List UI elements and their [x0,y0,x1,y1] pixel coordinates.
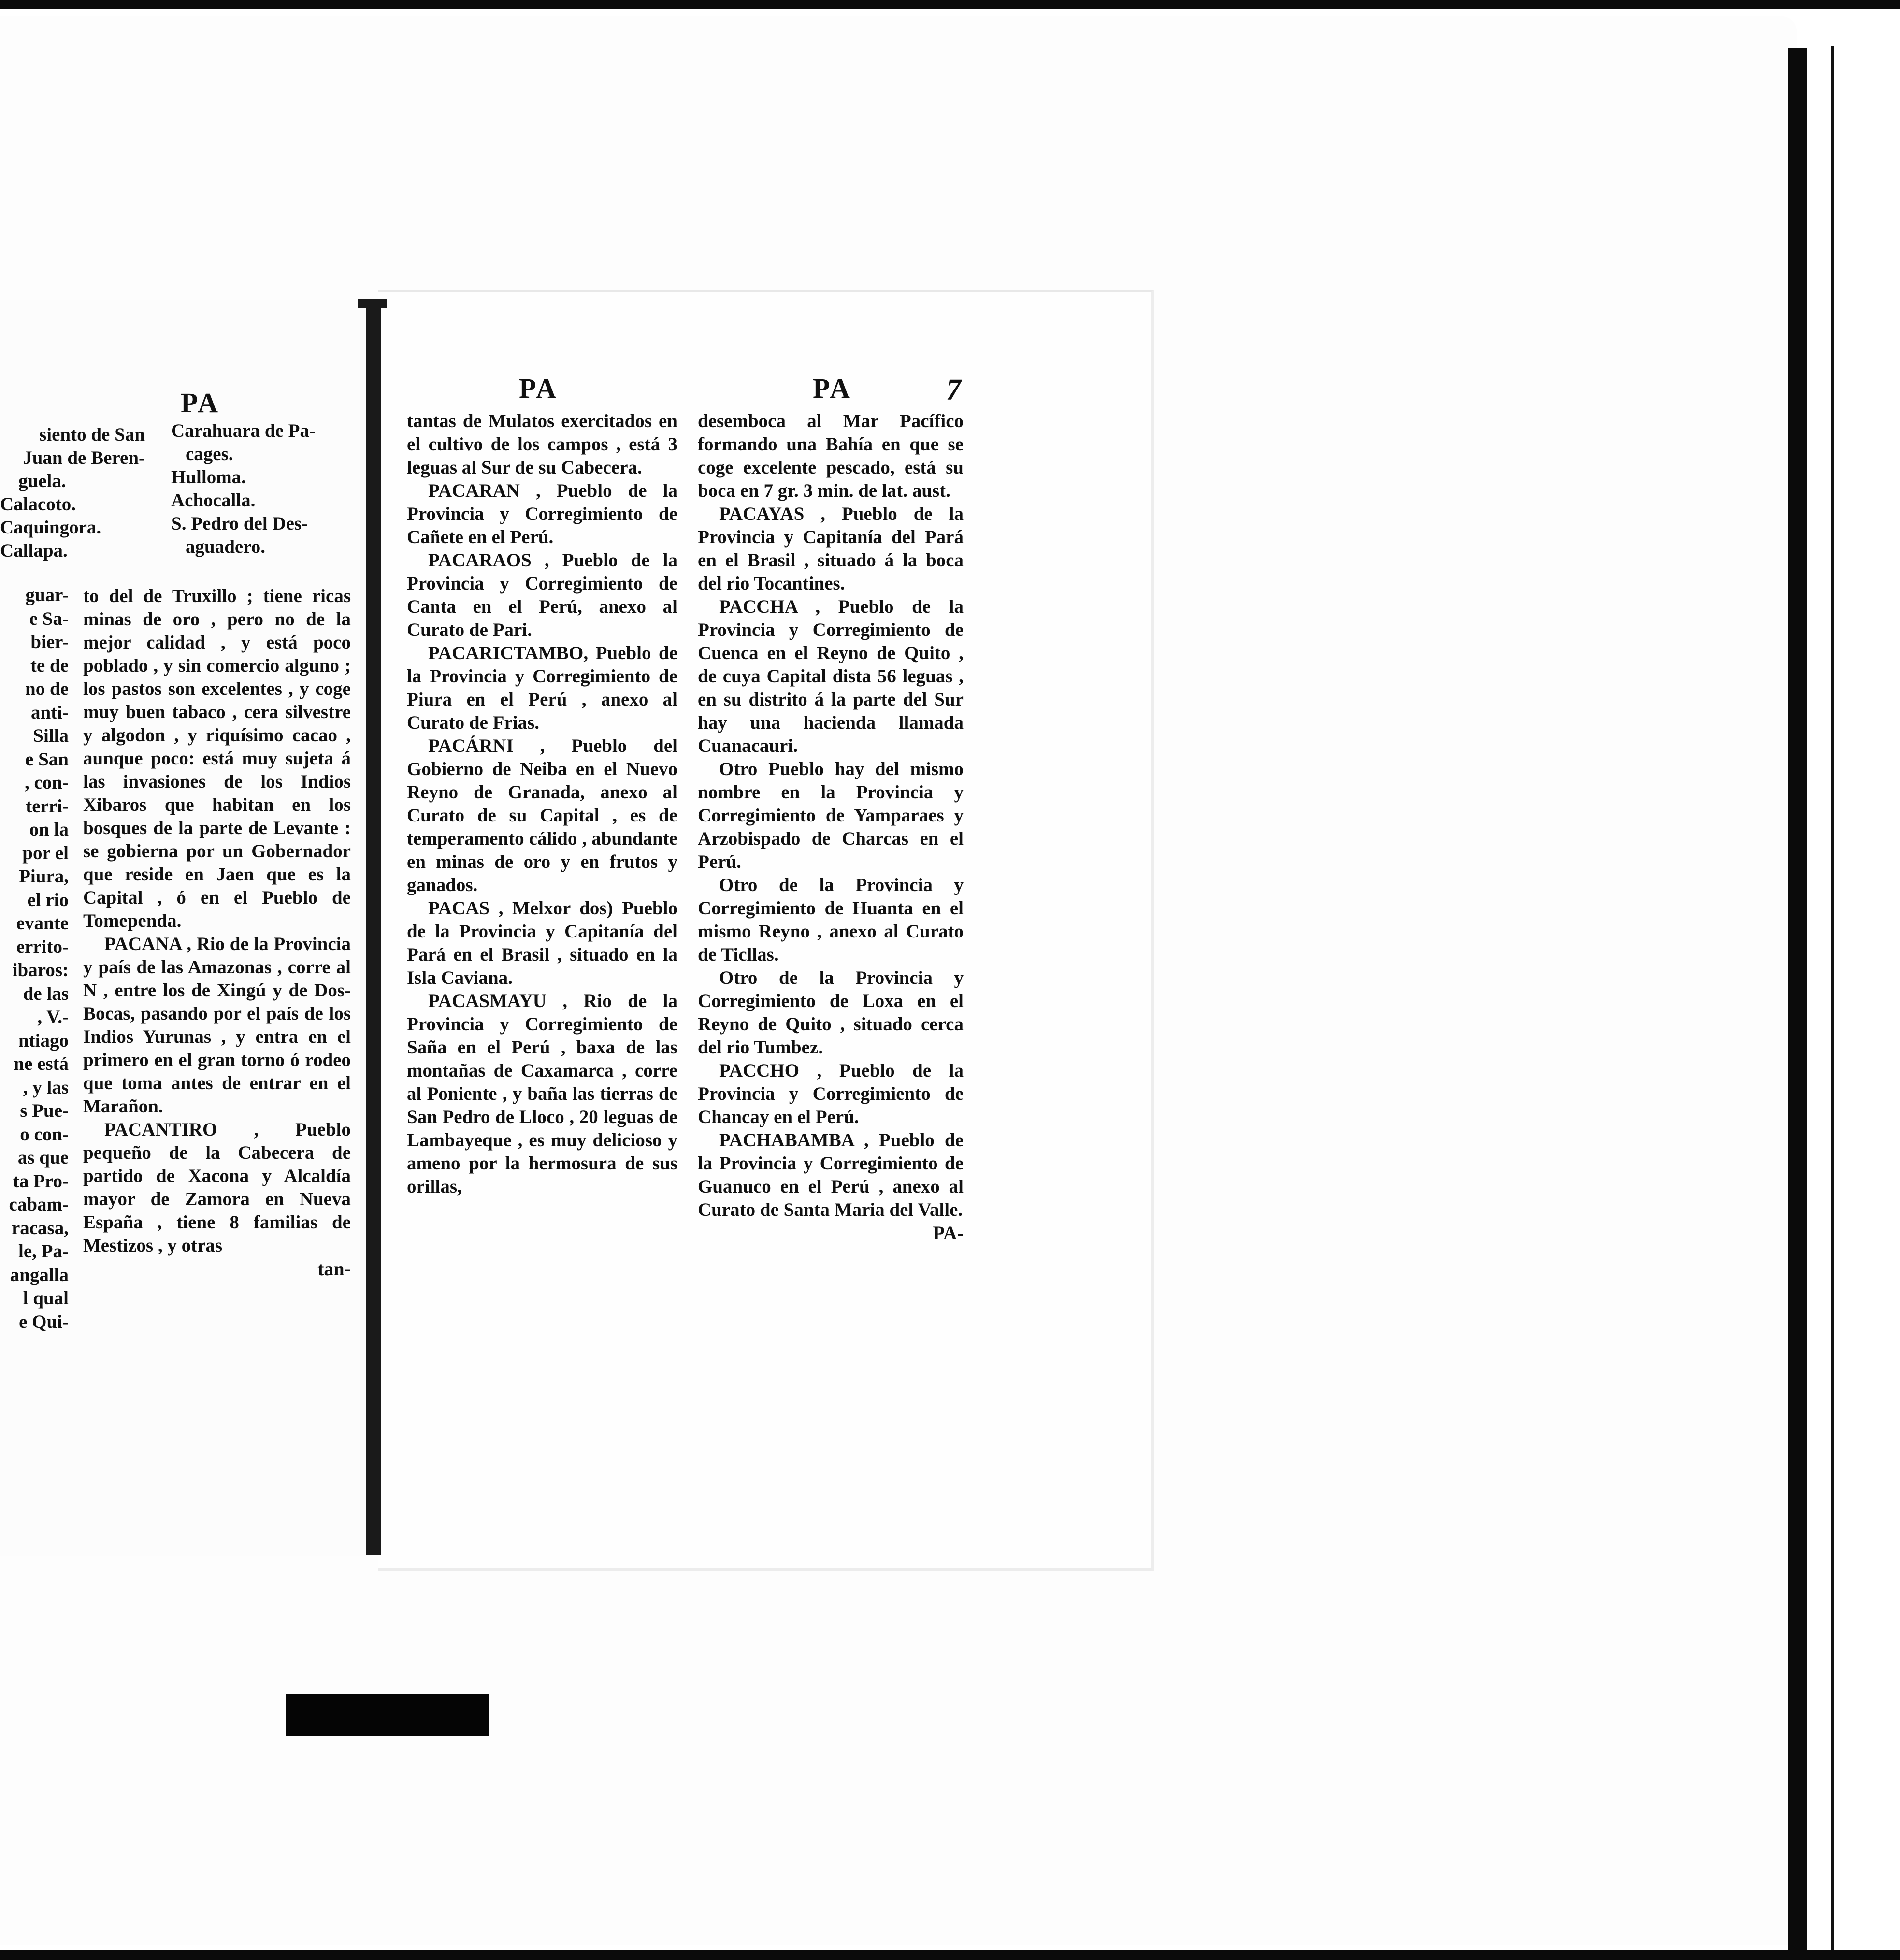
clipped-line: ntiago [18,1030,69,1051]
paragraph: Otro Pueblo hay del mismo nombre en la Provincia y Corregimiento de Yamparaes y Arzobispado de Charcas en el Perú. [698,759,964,872]
clipped-line: s Pue- [20,1100,69,1121]
list-item: siento de San [39,424,145,445]
frame-border-right-outer [1831,46,1834,1950]
frame-border-bottom [0,1950,1900,1960]
clipped-line: Piura, [19,866,69,887]
clipped-line: Silla [33,725,69,746]
clipped-line: errito- [16,936,69,957]
list-item: Caquingora. [0,517,101,538]
clipped-line: le, Pa- [18,1241,69,1262]
book-gutter [366,299,381,1555]
list-item: cages. [186,444,233,464]
paragraph: PACARICTAMBO, Pueblo de la Provincia y Corregimiento de Piura en el Perú , anexo al Curato de Frias. [407,643,677,733]
clipped-line: , y las [23,1077,69,1098]
left-running-head: PA [181,387,220,418]
film-marker-tab [286,1694,489,1736]
paragraph: PACHABAMBA , Pueblo de la Provincia y Corregimiento de Guanuco en el Perú , anexo al Curato de Santa Maria del Valle. [698,1130,964,1220]
clipped-line: , V.- [37,1007,69,1027]
page-number: 7 [946,374,961,406]
list-item: Hulloma. [171,467,246,488]
paragraph: PACCHO , Pueblo de la Provincia y Corregimiento de Chancay en el Perú. [698,1060,964,1127]
clipped-line: e Sa- [29,608,69,629]
paragraph: to del de Truxillo ; tiene ricas minas de oro , pero no de la mejor calidad , y está poco poblado , y sin comercio alguno ; los pastos son excelentes , y coge muy buen tabaco , cera silvestre y algodon , y riquísimo cacao , aunque poco: está muy sujeta á las invasiones de los Indios Xibaros que habitan en los bosques de la parte de Levante : se gobierna por un Gobernador que reside en Jaen que es la Capital , ó en el Pueblo de Tomependa. [83,586,351,931]
paragraph: tantas de Mulatos exercitados en el cultivo de los campos , está 3 leguas al Sur de su Cabecera. [407,411,677,478]
right-place-list [171,419,316,559]
clipped-line: e San [25,749,69,770]
clipped-line: no de [25,678,69,699]
clipped-line: el rio [27,889,69,910]
clipped-line: te de [30,655,69,676]
list-item: Achocalla. [171,490,256,511]
clipped-line: evante [16,913,69,934]
right-running-head-right: PA [813,373,852,404]
book-gutter-cap [358,299,387,308]
paragraph: PACANA , Rio de la Provincia y país de las Amazonas , corre al N , entre los de Xingú y de Dos-Bocas, pasando por el país de los Indios Yurunas , y entra en el primero en el gran torno ó rodeo que toma antes de entrar en el Marañon. [83,934,351,1117]
list-item: Calacoto. [0,494,76,515]
list-item: Callapa. [0,540,68,561]
clipped-line: por el [22,842,69,864]
clipped-line: guar- [25,585,69,605]
right-column-2 [698,410,964,1245]
clipped-line: angalla [10,1264,69,1285]
list-item: aguadero. [186,536,266,557]
paragraph: PACARAOS , Pueblo de la Provincia y Corregimiento de Canta en el Perú, anexo al Curato de Pari. [407,550,677,640]
paragraph: PACARAN , Pueblo de la Provincia y Corregimiento de Cañete en el Perú. [407,480,677,548]
clipped-line: ne está [14,1053,69,1074]
right-column-1 [407,410,677,1198]
paragraph: Otro de la Provincia y Corregimiento de Huanta en el mismo Reyno , anexo al Curato de Ticllas. [698,875,964,965]
frame-border-top [0,0,1900,9]
list-item: Juan de Beren- [23,447,145,468]
clipped-line: terri- [26,795,69,817]
paragraph: Otro de la Provincia y Corregimiento de Loxa en el Reyno de Quito , situado cerca del rio Tumbez. [698,967,964,1058]
paragraph: PACASMAYU , Rio de la Provincia y Corregimiento de Saña en el Perú , baxa de las montañas de Caxamarca , corre al Poniente , y baña las tierras de San Pedro de Lloco , 20 leguas de Lambayeque , es muy delicioso y ameno por la hermosura de sus orillas, [407,991,677,1197]
left-main-column [83,585,351,1281]
paragraph: desemboca al Mar Pacífico formando una Bahía en que se coge excelente pescado, está su boca en 7 gr. 3 min. de lat. aust. [698,411,964,501]
paragraph: PACAS , Melxor dos) Pueblo de la Provincia y Capitanía del Pará en el Brasil , situado en la Isla Caviana. [407,898,677,988]
paragraph: PACCHA , Pueblo de la Provincia y Corregimiento de Cuenca en el Reyno de Quito , de cuya Capital dista 56 leguas , en su distrito á la parte del Sur hay una hacienda llamada Cuanacauri. [698,596,964,756]
left-place-list [0,423,145,568]
catchword: tan- [317,1258,351,1280]
clipped-line: bier- [30,632,69,652]
right-running-head-left: PA [519,373,559,404]
paragraph: PACAYAS , Pueblo de la Provincia y Capitanía del Pará en el Brasil , situado á la boca del rio Tocantines. [698,504,964,594]
paragraph: PACANTIRO , Pueblo pequeño de la Cabecera de partido de Xacona y Alcaldía mayor de Zamora en Nueva España , tiene 8 familias de Mestizos , y otras [83,1119,351,1256]
clipped-line: on la [29,819,69,840]
left-clipped-column [0,584,69,1338]
clipped-line: e Qui- [19,1311,69,1332]
list-item: S. Pedro del Des- [171,513,308,534]
clipped-line: racasa, [11,1217,69,1239]
clipped-line: o con- [20,1124,69,1145]
clipped-line: as que [17,1147,69,1168]
clipped-line: ibaros: [12,960,69,980]
list-item: guela. [18,471,66,491]
clipped-line: anti- [31,702,69,723]
catchword: PA- [933,1222,964,1244]
clipped-line: , con- [25,772,69,793]
clipped-line: cabam- [9,1194,69,1215]
paragraph: PACÁRNI , Pueblo del Gobierno de Neiba en el Nuevo Reyno de Granada, anexo al Curato de su Capital , es de temperamento cálido , abundante en minas de oro y en frutos y ganados. [407,735,677,895]
frame-border-right [1788,48,1807,1950]
list-item: Carahuara de Pa- [171,420,316,441]
clipped-line: l qual [23,1288,69,1309]
clipped-line: ta Pro- [13,1170,69,1192]
clipped-line: de las [23,983,69,1004]
